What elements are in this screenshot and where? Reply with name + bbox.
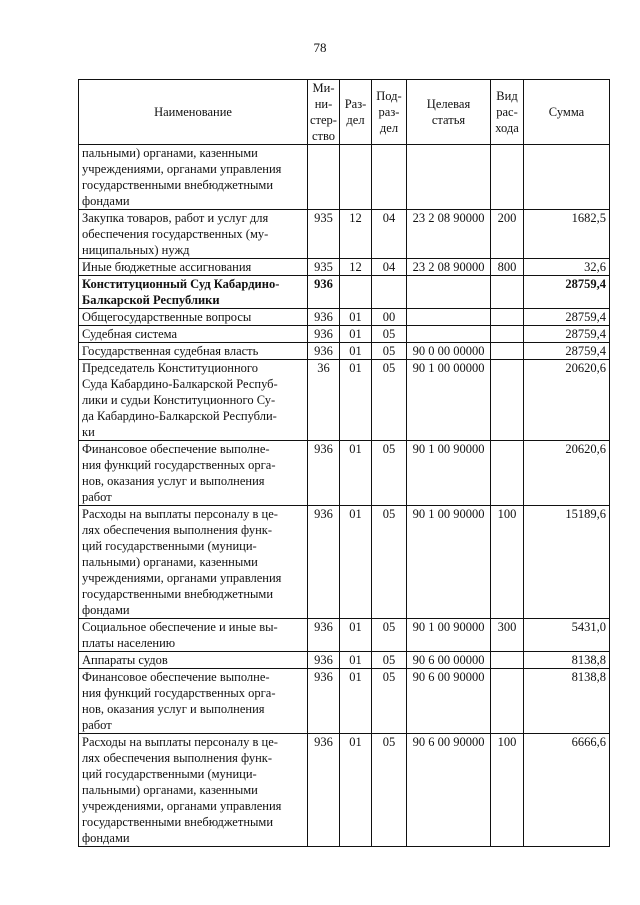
page-number: 78 bbox=[313, 40, 327, 55]
cell-target: 90 1 00 90000 bbox=[407, 441, 491, 506]
cell-name bbox=[79, 360, 308, 441]
cell-expense-type bbox=[491, 441, 524, 506]
cell-sum: 6666,6 bbox=[524, 734, 610, 847]
name-line: да Кабардино-Балкарской Республи- bbox=[82, 409, 277, 423]
cell-target bbox=[407, 145, 491, 210]
cell-section: 01 bbox=[340, 734, 372, 847]
cell-target: 23 2 08 90000 bbox=[407, 259, 491, 276]
cell-ministry: 935 bbox=[308, 259, 340, 276]
name-line: Государственная судебная власть bbox=[82, 344, 259, 358]
name-line: ций государственными (муници- bbox=[82, 767, 257, 781]
table-row bbox=[79, 360, 610, 441]
cell-ministry bbox=[308, 145, 340, 210]
name-line: ния функций государственных орга- bbox=[82, 686, 276, 700]
cell-expense-type bbox=[491, 326, 524, 343]
cell-ministry: 936 bbox=[308, 326, 340, 343]
table-row bbox=[79, 441, 610, 506]
cell-name bbox=[79, 210, 308, 259]
header-target: Целевая статья bbox=[407, 80, 491, 145]
cell-target bbox=[407, 326, 491, 343]
table-row bbox=[79, 669, 610, 734]
cell-ministry: 936 bbox=[308, 652, 340, 669]
cell-name bbox=[79, 276, 308, 309]
cell-expense-type bbox=[491, 145, 524, 210]
name-line: государственными внебюджетными bbox=[82, 587, 274, 601]
header-sum: Сумма bbox=[524, 80, 610, 145]
cell-section: 01 bbox=[340, 669, 372, 734]
cell-sum: 20620,6 bbox=[524, 360, 610, 441]
cell-target: 90 6 00 90000 bbox=[407, 734, 491, 847]
name-line: ки bbox=[82, 425, 95, 439]
cell-name bbox=[79, 669, 308, 734]
table-row bbox=[79, 619, 610, 652]
cell-target: 90 6 00 00000 bbox=[407, 652, 491, 669]
name-line: фондами bbox=[82, 194, 130, 208]
table-row bbox=[79, 276, 610, 309]
cell-sum: 28759,4 bbox=[524, 326, 610, 343]
cell-sum: 5431,0 bbox=[524, 619, 610, 652]
name-line: Суда Кабардино-Балкарской Респуб- bbox=[82, 377, 278, 391]
cell-target bbox=[407, 309, 491, 326]
cell-name bbox=[79, 326, 308, 343]
cell-expense-type: 100 bbox=[491, 734, 524, 847]
header-ministry: Ми- ни- стер- ство bbox=[308, 80, 340, 145]
name-line: ций государственными (муници- bbox=[82, 539, 257, 553]
cell-name bbox=[79, 145, 308, 210]
cell-ministry: 936 bbox=[308, 734, 340, 847]
cell-ministry: 36 bbox=[308, 360, 340, 441]
cell-section: 01 bbox=[340, 309, 372, 326]
name-line: нов, оказания услуг и выполнения bbox=[82, 474, 265, 488]
table-row bbox=[79, 734, 610, 847]
name-line: Общегосударственные вопросы bbox=[82, 310, 252, 324]
cell-section: 01 bbox=[340, 343, 372, 360]
cell-section: 01 bbox=[340, 326, 372, 343]
name-line: лях обеспечения выполнения функ- bbox=[82, 523, 272, 537]
name-line: лях обеспечения выполнения функ- bbox=[82, 751, 272, 765]
cell-target: 90 1 00 90000 bbox=[407, 619, 491, 652]
cell-ministry: 935 bbox=[308, 210, 340, 259]
cell-target: 23 2 08 90000 bbox=[407, 210, 491, 259]
name-line: государственными внебюджетными bbox=[82, 815, 274, 829]
cell-section: 01 bbox=[340, 360, 372, 441]
cell-sum: 8138,8 bbox=[524, 652, 610, 669]
header-expense-type: Вид рас- хода bbox=[491, 80, 524, 145]
name-line: работ bbox=[82, 490, 112, 504]
cell-section: 01 bbox=[340, 619, 372, 652]
name-line: учреждениями, органами управления bbox=[82, 799, 282, 813]
cell-name bbox=[79, 506, 308, 619]
cell-ministry: 936 bbox=[308, 276, 340, 309]
cell-subsection bbox=[372, 145, 407, 210]
cell-section: 01 bbox=[340, 441, 372, 506]
cell-expense-type bbox=[491, 669, 524, 734]
name-line: Расходы на выплаты персоналу в це- bbox=[82, 735, 278, 749]
table-row bbox=[79, 506, 610, 619]
cell-sum: 28759,4 bbox=[524, 343, 610, 360]
cell-expense-type bbox=[491, 343, 524, 360]
name-line: Финансовое обеспечение выполне- bbox=[82, 670, 270, 684]
cell-ministry: 936 bbox=[308, 343, 340, 360]
cell-target: 90 6 00 90000 bbox=[407, 669, 491, 734]
cell-subsection: 05 bbox=[372, 652, 407, 669]
cell-section: 01 bbox=[340, 506, 372, 619]
cell-expense-type: 300 bbox=[491, 619, 524, 652]
cell-subsection: 05 bbox=[372, 343, 407, 360]
cell-subsection: 04 bbox=[372, 259, 407, 276]
cell-ministry: 936 bbox=[308, 669, 340, 734]
name-line: учреждениями, органами управления bbox=[82, 162, 282, 176]
name-line: нов, оказания услуг и выполнения bbox=[82, 702, 265, 716]
name-line: фондами bbox=[82, 603, 130, 617]
table-row bbox=[79, 652, 610, 669]
name-line: лики и судьи Конституционного Су- bbox=[82, 393, 276, 407]
cell-section: 12 bbox=[340, 259, 372, 276]
cell-target: 90 0 00 00000 bbox=[407, 343, 491, 360]
cell-subsection: 05 bbox=[372, 506, 407, 619]
cell-section: 12 bbox=[340, 210, 372, 259]
cell-expense-type bbox=[491, 309, 524, 326]
name-line: Балкарской Республики bbox=[82, 293, 220, 307]
cell-name bbox=[79, 343, 308, 360]
cell-name bbox=[79, 441, 308, 506]
cell-subsection: 05 bbox=[372, 326, 407, 343]
name-line: платы населению bbox=[82, 636, 176, 650]
header-subsection: Под- раз- дел bbox=[372, 80, 407, 145]
cell-subsection: 05 bbox=[372, 360, 407, 441]
name-line: ния функций государственных орга- bbox=[82, 458, 276, 472]
cell-ministry: 936 bbox=[308, 309, 340, 326]
header-name: Наименование bbox=[79, 80, 308, 145]
name-line: фондами bbox=[82, 831, 130, 845]
cell-target: 90 1 00 00000 bbox=[407, 360, 491, 441]
table-row bbox=[79, 210, 610, 259]
cell-sum: 28759,4 bbox=[524, 309, 610, 326]
header-section: Раз- дел bbox=[340, 80, 372, 145]
table-row bbox=[79, 343, 610, 360]
name-line: учреждениями, органами управления bbox=[82, 571, 282, 585]
table-row bbox=[79, 326, 610, 343]
table-row bbox=[79, 259, 610, 276]
cell-target bbox=[407, 276, 491, 309]
cell-name bbox=[79, 619, 308, 652]
name-line: Конституционный Суд Кабардино- bbox=[82, 277, 280, 291]
cell-sum bbox=[524, 145, 610, 210]
budget-table bbox=[78, 79, 610, 847]
table-row bbox=[79, 145, 610, 210]
cell-expense-type: 800 bbox=[491, 259, 524, 276]
name-line: Председатель Конституционного bbox=[82, 361, 258, 375]
name-line: Аппараты судов bbox=[82, 653, 168, 667]
cell-sum: 15189,6 bbox=[524, 506, 610, 619]
name-line: государственными внебюджетными bbox=[82, 178, 274, 192]
cell-target: 90 1 00 90000 bbox=[407, 506, 491, 619]
name-line: обеспечения государственных (му- bbox=[82, 227, 269, 241]
table-row bbox=[79, 309, 610, 326]
cell-expense-type bbox=[491, 276, 524, 309]
cell-expense-type: 100 bbox=[491, 506, 524, 619]
name-line: ниципальных) нужд bbox=[82, 243, 190, 257]
cell-name bbox=[79, 734, 308, 847]
name-line: Закупка товаров, работ и услуг для bbox=[82, 211, 269, 225]
cell-subsection: 05 bbox=[372, 441, 407, 506]
cell-expense-type bbox=[491, 360, 524, 441]
name-line: Иные бюджетные ассигнования bbox=[82, 260, 252, 274]
cell-name bbox=[79, 652, 308, 669]
name-line: пальными) органами, казенными bbox=[82, 783, 258, 797]
cell-sum: 1682,5 bbox=[524, 210, 610, 259]
name-line: Финансовое обеспечение выполне- bbox=[82, 442, 270, 456]
name-line: пальными) органами, казенными bbox=[82, 146, 258, 160]
name-line: Судебная система bbox=[82, 327, 178, 341]
table-header-row bbox=[79, 80, 610, 145]
cell-sum: 32,6 bbox=[524, 259, 610, 276]
table-body bbox=[79, 145, 610, 847]
cell-subsection: 05 bbox=[372, 734, 407, 847]
cell-subsection: 05 bbox=[372, 619, 407, 652]
cell-section bbox=[340, 145, 372, 210]
cell-sum: 28759,4 bbox=[524, 276, 610, 309]
cell-expense-type: 200 bbox=[491, 210, 524, 259]
name-line: Расходы на выплаты персоналу в це- bbox=[82, 507, 278, 521]
cell-expense-type bbox=[491, 652, 524, 669]
name-line: Социальное обеспечение и иные вы- bbox=[82, 620, 278, 634]
cell-ministry: 936 bbox=[308, 619, 340, 652]
cell-subsection: 04 bbox=[372, 210, 407, 259]
cell-name bbox=[79, 259, 308, 276]
cell-section bbox=[340, 276, 372, 309]
name-line: пальными) органами, казенными bbox=[82, 555, 258, 569]
cell-subsection bbox=[372, 276, 407, 309]
cell-name bbox=[79, 309, 308, 326]
cell-section: 01 bbox=[340, 652, 372, 669]
cell-ministry: 936 bbox=[308, 506, 340, 619]
cell-subsection: 05 bbox=[372, 669, 407, 734]
name-line: работ bbox=[82, 718, 112, 732]
cell-sum: 8138,8 bbox=[524, 669, 610, 734]
cell-ministry: 936 bbox=[308, 441, 340, 506]
cell-sum: 20620,6 bbox=[524, 441, 610, 506]
cell-subsection: 00 bbox=[372, 309, 407, 326]
